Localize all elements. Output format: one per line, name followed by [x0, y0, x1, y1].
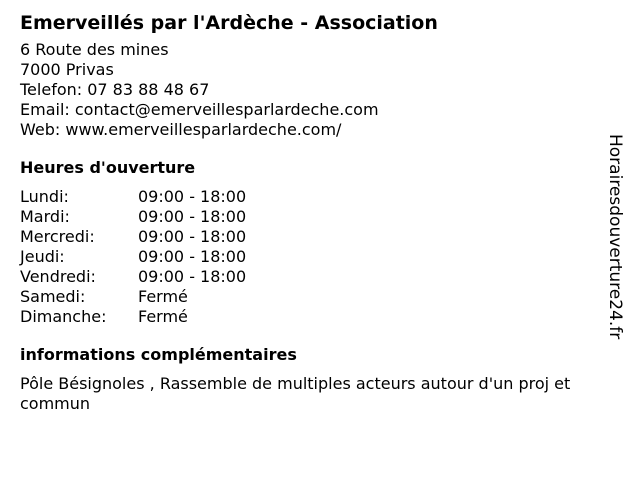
- phone-line: Telefon: 07 83 88 48 67: [20, 80, 210, 99]
- hours-row: [20, 247, 605, 267]
- hours-day: Mercredi:: [20, 227, 95, 246]
- hours-day: Mardi:: [20, 207, 70, 226]
- hours-row: [20, 287, 605, 307]
- hours-time: 09:00 - 18:00: [138, 267, 247, 286]
- web-line: Web: www.emerveillesparlardeche.com/: [20, 120, 342, 139]
- hours-time: 09:00 - 18:00: [138, 207, 247, 226]
- hours-time: 09:00 - 18:00: [138, 187, 247, 206]
- hours-day: Jeudi:: [20, 247, 65, 266]
- hours-row: [20, 267, 605, 287]
- hours-time: 09:00 - 18:00: [138, 227, 247, 246]
- hours-time: Fermé: [138, 287, 188, 306]
- hours-day: Samedi:: [20, 287, 86, 306]
- email-line: Email: contact@emerveillesparlardeche.com: [20, 100, 379, 119]
- hours-day: Dimanche:: [20, 307, 107, 326]
- hours-heading: Heures d'ouverture: [20, 158, 196, 177]
- hours-day: Lundi:: [20, 187, 69, 206]
- info-text: Pôle Bésignoles , Rassemble de multiples acteurs autour d'un proj et commun: [20, 374, 571, 413]
- brand-watermark: Horairesdouverture24.fr: [605, 134, 625, 340]
- hours-row: [20, 187, 605, 207]
- business-card: [20, 10, 605, 414]
- contact-block: [20, 40, 605, 140]
- hours-time: 09:00 - 18:00: [138, 247, 247, 266]
- hours-row: [20, 227, 605, 247]
- info-heading: informations complémentaires: [20, 345, 297, 364]
- hours-table: [20, 187, 605, 327]
- business-title: Emerveillés par l'Ardèche - Association: [20, 12, 438, 34]
- address-street: 6 Route des mines: [20, 40, 169, 59]
- hours-row: [20, 207, 605, 227]
- hours-time: Fermé: [138, 307, 188, 326]
- hours-day: Vendredi:: [20, 267, 96, 286]
- hours-row: [20, 307, 605, 327]
- address-city: 7000 Privas: [20, 60, 114, 79]
